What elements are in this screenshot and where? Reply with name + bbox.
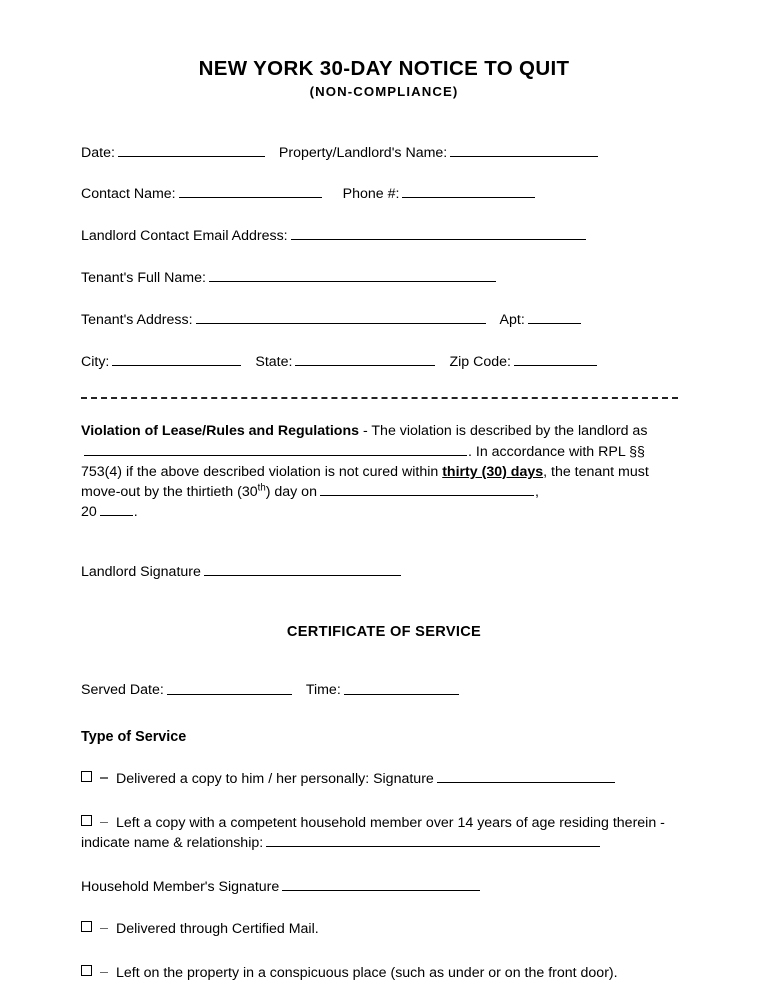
checkbox-icon[interactable]	[81, 815, 92, 826]
violation-paragraph	[81, 421, 687, 522]
served-date-label: Served Date:	[81, 682, 164, 699]
violation-description-input-line[interactable]	[84, 442, 467, 456]
tenant-address-input-line[interactable]	[196, 310, 486, 324]
service-option-label: Delivered a copy to him / her personally: Signature	[116, 770, 434, 787]
city-label: City:	[81, 353, 110, 370]
tenant-full-name-label: Tenant's Full Name:	[81, 270, 206, 287]
property-landlord-name-label: Property/Landlord's Name:	[278, 144, 448, 161]
household-member-signature-input-line[interactable]	[282, 877, 480, 891]
row-household-member-signature	[81, 877, 687, 895]
violation-comma: ,	[534, 484, 539, 501]
phone-input-line[interactable]	[402, 184, 535, 198]
dash-icon	[100, 928, 108, 929]
state-input-line[interactable]	[295, 352, 435, 366]
landlord-signature-input-line[interactable]	[204, 562, 401, 576]
household-member-relationship-input-line[interactable]	[266, 833, 600, 847]
checkbox-icon[interactable]	[81, 921, 92, 932]
service-option-label: Delivered through Certified Mail.	[116, 921, 319, 938]
violation-text-part2: . In accordance with RPL §§ 753(4) if the above described violation is not cured within	[81, 443, 645, 480]
contact-name-input-line[interactable]	[179, 184, 322, 198]
service-option-household-member[interactable]	[81, 813, 687, 853]
violation-text-part1: - The violation is described by the landlord as	[359, 423, 648, 440]
section-divider	[81, 397, 678, 399]
zip-input-line[interactable]	[514, 352, 597, 366]
apt-input-line[interactable]	[528, 310, 581, 324]
violation-emphasis-thirty-days: thirty (30) days	[442, 463, 544, 480]
row-tenant-address	[81, 310, 687, 330]
served-date-input-line[interactable]	[167, 680, 292, 694]
tenant-full-name-input-line[interactable]	[209, 268, 496, 282]
service-option-personal-delivery[interactable]	[81, 769, 687, 789]
ordinal-superscript: th	[257, 482, 266, 494]
service-option-conspicuous-place[interactable]	[81, 963, 687, 983]
personal-delivery-signature-input-line[interactable]	[437, 769, 615, 783]
household-member-signature-label: Household Member's Signature	[81, 879, 280, 896]
year-prefix: 20	[81, 504, 97, 521]
state-label: State:	[255, 353, 293, 370]
violation-text-part4: ) day on	[265, 484, 317, 501]
row-date-property	[81, 143, 687, 163]
row-landlord-email	[81, 226, 687, 246]
row-contact-phone	[81, 184, 687, 204]
title-block	[81, 0, 687, 99]
time-input-line[interactable]	[344, 680, 459, 694]
date-label: Date:	[81, 144, 115, 161]
tenant-address-label: Tenant's Address:	[81, 311, 193, 328]
row-landlord-signature	[81, 562, 687, 580]
checkbox-icon[interactable]	[81, 965, 92, 976]
certificate-of-service-heading: CERTIFICATE OF SERVICE	[286, 624, 482, 641]
document-title: NEW YORK 30-DAY NOTICE TO QUIT	[198, 57, 570, 80]
row-served-date-time	[81, 680, 687, 698]
dash-icon	[100, 777, 108, 778]
type-of-service-heading: Type of Service	[81, 728, 187, 745]
document-content	[81, 0, 687, 984]
city-input-line[interactable]	[112, 352, 241, 366]
landlord-signature-label: Landlord Signature	[81, 564, 201, 581]
dash-icon	[100, 972, 108, 973]
dash-icon	[100, 822, 108, 823]
document-subtitle: (NON-COMPLIANCE)	[309, 83, 459, 99]
apt-label: Apt:	[499, 311, 525, 328]
service-option-certified-mail[interactable]	[81, 919, 687, 939]
property-landlord-name-input-line[interactable]	[450, 143, 598, 157]
violation-heading: Violation of Lease/Rules and Regulations	[81, 423, 360, 440]
time-label: Time:	[305, 682, 341, 699]
service-option-label: Left on the property in a conspicuous place (such as under or on the front door).	[116, 965, 618, 982]
checkbox-icon[interactable]	[81, 771, 92, 782]
zip-label: Zip Code:	[449, 353, 511, 370]
phone-label: Phone #:	[342, 186, 400, 203]
landlord-email-label: Landlord Contact Email Address:	[81, 228, 288, 245]
date-input-line[interactable]	[118, 143, 265, 157]
contact-name-label: Contact Name:	[81, 186, 176, 203]
moveout-date-input-line[interactable]	[320, 482, 534, 496]
service-option-label: Left a copy with a competent household member over 14 years of age residing therein - indicate name & relationship:	[81, 814, 665, 851]
row-city-state-zip	[81, 352, 687, 372]
row-tenant-name	[81, 268, 687, 288]
landlord-email-input-line[interactable]	[291, 226, 586, 240]
violation-period: .	[133, 504, 138, 521]
violation-text-part3: , the tenant must move-out by the thirtieth (30	[81, 463, 649, 501]
year-input-line[interactable]	[100, 502, 133, 516]
